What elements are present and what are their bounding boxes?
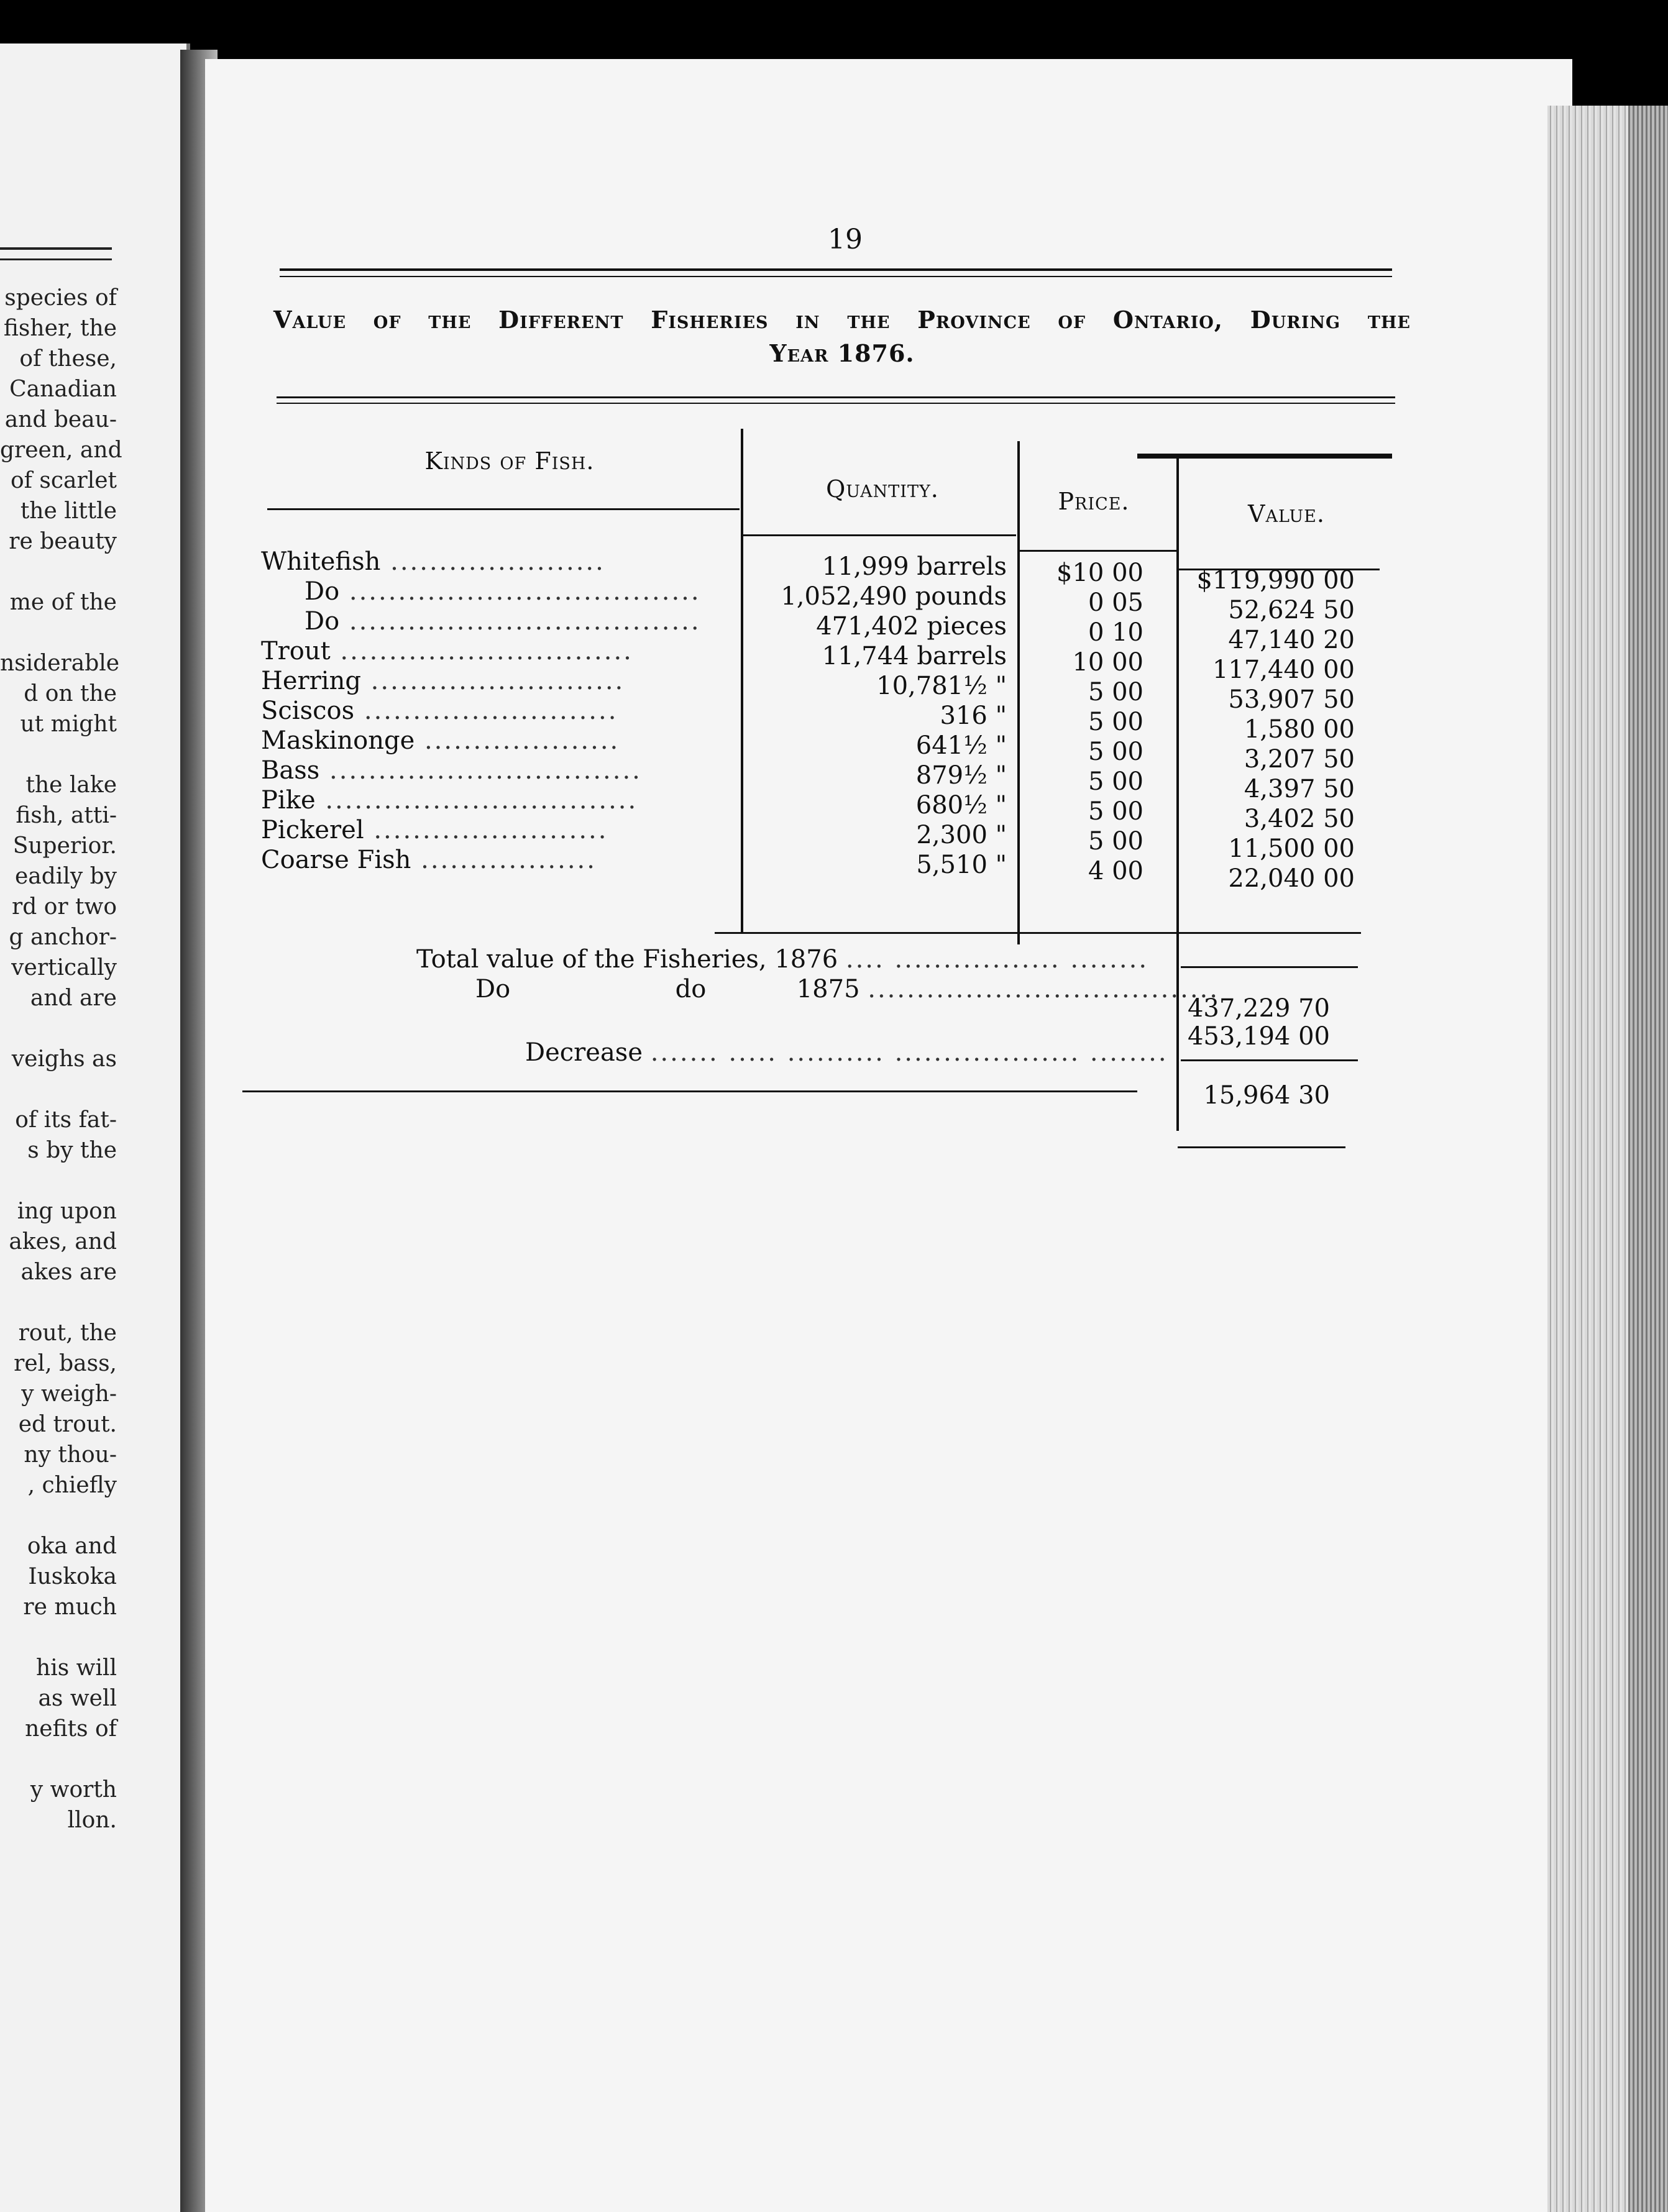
table-cell-value: 47,140 20 bbox=[1228, 626, 1355, 654]
kind-label: Do bbox=[305, 607, 340, 636]
page-number: 19 bbox=[828, 224, 863, 255]
facing-page-line: of these, bbox=[19, 346, 117, 372]
title-line-2: Year 1876. bbox=[769, 339, 915, 367]
facing-page-line: oka and bbox=[27, 1533, 117, 1559]
kind-label: Do bbox=[305, 577, 340, 606]
kind-label: Bass bbox=[261, 756, 320, 785]
kind-label: Maskinonge bbox=[261, 726, 415, 755]
facing-page-line: vertically bbox=[11, 955, 117, 980]
table-cell-quantity: 316 " bbox=[940, 702, 1007, 730]
table-cell-quantity: 1,052,490 pounds bbox=[781, 582, 1007, 611]
table-cell-quantity: 879½ " bbox=[915, 761, 1007, 790]
facing-page-line: and are bbox=[30, 985, 117, 1011]
facing-page-line bbox=[0, 739, 117, 770]
facing-page-line: , chiefly bbox=[27, 1473, 117, 1498]
leader-dots: .......................... bbox=[360, 667, 625, 695]
top-rule-thin bbox=[280, 276, 1392, 277]
table-cell-value: 4,397 50 bbox=[1244, 775, 1355, 803]
total-1875-do2: do bbox=[675, 975, 707, 1003]
table-cell-value: 3,207 50 bbox=[1244, 745, 1355, 774]
header-price: Price. bbox=[1058, 488, 1130, 515]
decrease-line bbox=[525, 1038, 1168, 1067]
facing-page-line bbox=[0, 557, 117, 587]
facing-page-line: Iuskoka bbox=[28, 1564, 117, 1589]
totals-line-2 bbox=[475, 974, 1219, 1004]
table-row-kind bbox=[261, 696, 733, 726]
facing-page-line: nefits of bbox=[25, 1716, 117, 1742]
facing-page-line: s by the bbox=[27, 1138, 117, 1163]
facing-page-line: y worth bbox=[30, 1777, 117, 1803]
facing-page-line bbox=[0, 1501, 117, 1531]
facing-page-line: re much bbox=[23, 1594, 117, 1620]
facing-page-line bbox=[0, 1287, 117, 1318]
table-cell-value: 117,440 00 bbox=[1212, 656, 1355, 684]
facing-page-line: re beauty bbox=[9, 529, 117, 554]
table-cell-price: $10 00 bbox=[1056, 559, 1143, 587]
facing-page-text bbox=[0, 283, 122, 1873]
facing-page-line: eadily by bbox=[14, 864, 117, 889]
facing-page-line bbox=[0, 1074, 117, 1105]
title-rule-thin bbox=[277, 403, 1395, 404]
leader-dots: .......................... bbox=[354, 697, 618, 725]
table-cell-value: 3,402 50 bbox=[1244, 805, 1355, 833]
footer-rule-left bbox=[242, 1090, 1137, 1092]
facing-page-line: y weigh- bbox=[21, 1381, 117, 1407]
facing-page-line: ny thou- bbox=[24, 1442, 117, 1468]
facing-page-rule bbox=[0, 247, 112, 260]
facing-page-line: d on the bbox=[24, 681, 117, 706]
facing-page-line: me of the bbox=[9, 590, 117, 615]
table-row-kind bbox=[261, 785, 733, 815]
kind-label: Whitefish bbox=[261, 547, 381, 576]
facing-page-line: fish, atti- bbox=[16, 803, 117, 828]
table-cell-quantity: 11,999 barrels bbox=[822, 552, 1007, 581]
table-cell-price: 0 10 bbox=[1088, 618, 1143, 647]
table-cell-quantity: 641½ " bbox=[915, 731, 1007, 760]
footer-rule-right bbox=[1178, 1146, 1345, 1148]
leader-dots: .................... bbox=[415, 726, 620, 755]
table-cell-price: 4 00 bbox=[1088, 857, 1143, 885]
table-cell-quantity: 2,300 " bbox=[916, 821, 1007, 849]
facing-page-line: ut might bbox=[20, 711, 117, 737]
totals-line-1 bbox=[416, 944, 1148, 974]
table-row-kind bbox=[261, 756, 733, 785]
leader-dots: .................................... bbox=[339, 577, 701, 606]
leader-dots: .............................. bbox=[330, 637, 633, 665]
table-cell-value: $119,990 00 bbox=[1196, 566, 1355, 595]
header-price-underline bbox=[1019, 550, 1178, 552]
facing-page-line: Canadian bbox=[9, 377, 117, 402]
facing-page-line: fisher, the bbox=[3, 316, 117, 341]
table-cell-price: 5 00 bbox=[1088, 827, 1143, 856]
table-cell-price: 10 00 bbox=[1072, 648, 1143, 677]
leader-dots: ........................ bbox=[364, 816, 608, 844]
leader-dots: .... ................. ........ bbox=[845, 945, 1149, 974]
table-cell-price: 5 00 bbox=[1088, 678, 1143, 706]
kind-label: Pickerel bbox=[261, 816, 364, 844]
facing-page-line: species of bbox=[4, 285, 117, 311]
total-1875-year: 1875 bbox=[796, 975, 860, 1003]
leader-dots: ...................... bbox=[380, 547, 605, 576]
header-value: Value. bbox=[1248, 500, 1325, 528]
leader-dots: ................................ bbox=[319, 756, 642, 785]
leader-dots: .................. bbox=[411, 846, 597, 874]
facing-page-line: nsiderable bbox=[0, 651, 120, 676]
kind-label: Pike bbox=[261, 786, 316, 815]
facing-page-line: rout, the bbox=[18, 1320, 117, 1346]
facing-page-line bbox=[0, 1013, 117, 1044]
table-row-kind bbox=[261, 845, 733, 875]
facing-page-line: the lake bbox=[25, 772, 117, 798]
table-cell-value: 1,580 00 bbox=[1244, 715, 1355, 744]
facing-page-line: veighs as bbox=[11, 1046, 117, 1072]
column-divider-1 bbox=[741, 429, 743, 932]
table-row-kind bbox=[261, 577, 733, 606]
header-rule-thick bbox=[1137, 454, 1392, 459]
decrease-label: Decrease bbox=[525, 1038, 643, 1067]
header-quantity-underline bbox=[743, 534, 1016, 536]
facing-page-line: rel, bass, bbox=[14, 1351, 117, 1376]
leader-dots: ....... ..... .......... ................... ........ bbox=[650, 1038, 1168, 1067]
facing-page-line: of scarlet bbox=[10, 468, 117, 493]
facing-page-line bbox=[0, 1744, 117, 1775]
table-row-kind bbox=[261, 606, 733, 636]
facing-page-line: akes, and bbox=[9, 1229, 117, 1255]
leader-dots: .................................... bbox=[339, 607, 701, 636]
total-1876-label: Total value of the Fisheries, 1876 bbox=[416, 945, 838, 974]
facing-page-line bbox=[0, 1622, 117, 1653]
top-rule bbox=[280, 268, 1392, 271]
body-bottom-rule bbox=[715, 932, 1361, 934]
table-cell-price: 5 00 bbox=[1088, 767, 1143, 796]
table-cell-value: 52,624 50 bbox=[1228, 596, 1355, 624]
title-rule bbox=[277, 396, 1395, 398]
page-edges-outer bbox=[1628, 106, 1668, 2212]
table-row-kind bbox=[261, 636, 733, 666]
header-kinds: Kinds of Fish. bbox=[424, 447, 595, 475]
total-1876-value: 437,229 70 bbox=[1187, 994, 1330, 1023]
kind-label: Sciscos bbox=[261, 697, 355, 725]
total-1875-value: 453,194 00 bbox=[1187, 1022, 1330, 1051]
table-cell-quantity: 5,510 " bbox=[916, 851, 1007, 879]
leader-dots: ................................ bbox=[315, 786, 638, 815]
facing-page-line: the little bbox=[20, 498, 117, 524]
facing-page-line: Superior. bbox=[12, 833, 117, 859]
facing-page-line: llon. bbox=[67, 1808, 117, 1833]
document-page bbox=[205, 59, 1572, 2212]
table-cell-quantity: 680½ " bbox=[915, 791, 1007, 820]
facing-page-line: ing upon bbox=[17, 1199, 117, 1224]
table-row-kind bbox=[261, 815, 733, 845]
kind-label: Herring bbox=[261, 667, 361, 695]
decrease-value: 15,964 30 bbox=[1203, 1081, 1330, 1110]
facing-page-line: of its fat- bbox=[15, 1107, 117, 1133]
table-row-kind bbox=[261, 547, 733, 577]
facing-page-line: g anchor- bbox=[9, 925, 117, 950]
facing-page-line: rd or two bbox=[12, 894, 117, 920]
facing-page-line: akes are bbox=[21, 1259, 117, 1285]
table-cell-quantity: 11,744 barrels bbox=[822, 642, 1007, 670]
table-cell-price: 5 00 bbox=[1088, 708, 1143, 736]
kind-label: Trout bbox=[261, 637, 331, 665]
kind-label: Coarse Fish bbox=[261, 846, 411, 874]
header-kinds-underline bbox=[267, 508, 740, 510]
facing-page-line bbox=[0, 1166, 117, 1196]
table-cell-price: 0 05 bbox=[1088, 588, 1143, 617]
facing-page-line bbox=[0, 618, 117, 648]
title-line-1: Value of the Different Fisheries in the Province of Ontario, During the bbox=[273, 306, 1411, 334]
facing-page-line: as well bbox=[38, 1686, 117, 1711]
facing-page-line: his will bbox=[36, 1655, 117, 1681]
facing-page-line: ed trout. bbox=[18, 1412, 117, 1437]
total-1875-do: Do bbox=[475, 975, 511, 1003]
column-divider-2 bbox=[1017, 441, 1020, 944]
table-cell-quantity: 10,781½ " bbox=[876, 672, 1007, 700]
leader-dots: .................................... bbox=[868, 975, 1219, 1003]
facing-page-line: and beau- bbox=[4, 407, 117, 432]
table-row-kind bbox=[261, 666, 733, 696]
table-cell-value: 53,907 50 bbox=[1228, 685, 1355, 714]
value-sum-rule bbox=[1181, 966, 1358, 968]
table-title bbox=[273, 303, 1411, 370]
table-cell-value: 11,500 00 bbox=[1228, 834, 1355, 863]
difference-rule bbox=[1181, 1059, 1358, 1061]
facing-page-line: green, and bbox=[0, 437, 122, 463]
table-row-kind bbox=[261, 726, 733, 756]
table-cell-price: 5 00 bbox=[1088, 797, 1143, 826]
table-cell-price: 5 00 bbox=[1088, 738, 1143, 766]
table-cell-quantity: 471,402 pieces bbox=[816, 612, 1007, 641]
table-cell-value: 22,040 00 bbox=[1228, 864, 1355, 893]
header-quantity: Quantity. bbox=[826, 475, 939, 503]
